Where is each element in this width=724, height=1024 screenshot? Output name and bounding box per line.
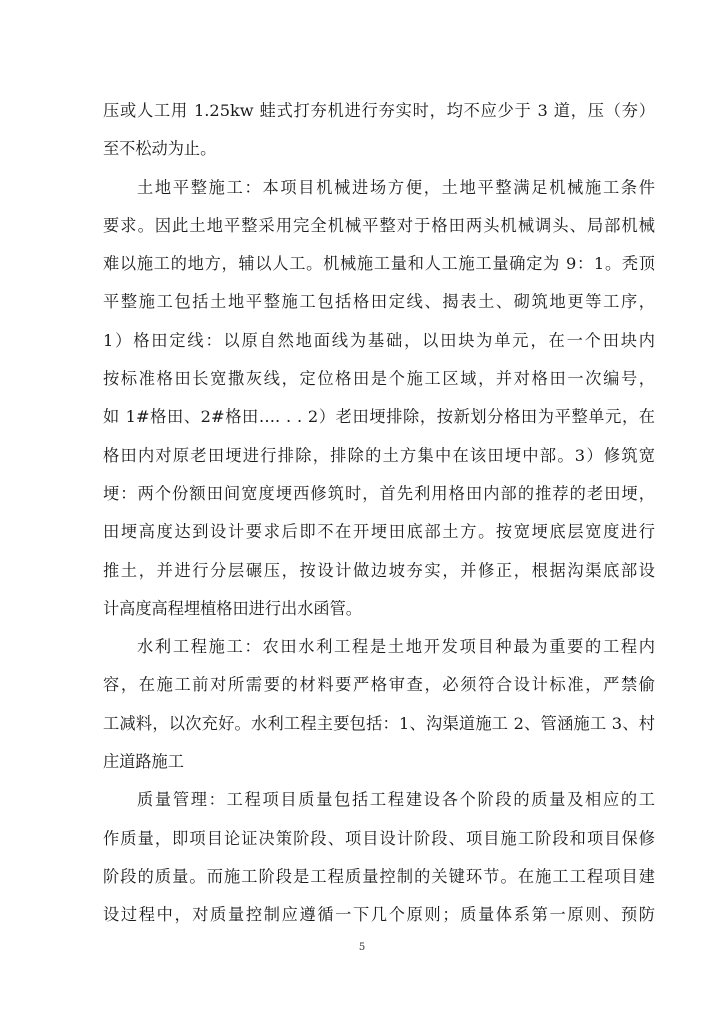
text-line: 难以施工的地方，辅以人工。机械施工量和人工施工量确定为 9：1。秃顶 — [103, 254, 655, 274]
text-line: 计高度高程埋植格田进行出水函管。 — [103, 598, 362, 618]
text-line: 水利工程施工：农田水利工程是土地开发项目种最为重要的工程内 — [137, 637, 655, 657]
text-line: 至不松动为止。 — [103, 139, 217, 159]
text-line: 容，在施工前对所需要的材料要严格审查，必须符合设计标准，严禁偷 — [103, 675, 655, 695]
text-line: 作质量，即项目论证决策阶段、项目设计阶段、项目施工阶段和项目保修 — [103, 828, 655, 848]
text-line: 工减料，以次充好。水利工程主要包括：1、沟渠道施工 2、管涵施工 3、村 — [103, 713, 655, 733]
text-line: 要求。因此土地平整采用完全机械平整对于格田两头机械调头、局部机械 — [103, 215, 655, 235]
text-line: 推土，并进行分层碾压，按设计做边坡夯实，并修正，根据沟渠底部设 — [103, 560, 655, 580]
text-line: 庄道路施工 — [103, 752, 184, 772]
text-line: 土地平整施工：本项目机械进场方便，土地平整满足机械施工条件 — [137, 177, 655, 197]
text-line: 平整施工包括土地平整施工包括格田定线、揭表土、砌筑地更等工序， — [103, 292, 655, 312]
text-line: 阶段的质量。而施工阶段是工程质量控制的关键环节。在施工工程项目建 — [103, 866, 655, 886]
text-line: 如 1#格田、2#格田…. . . 2）老田埂排除，按新划分格田为平整单元，在 — [103, 407, 655, 427]
body-text — [103, 92, 655, 935]
text-line: 埂：两个份额田间宽度埂西修筑时，首先利用格田内部的推荐的老田埂， — [103, 483, 655, 503]
text-line: 压或人工用 1.25kw 蛙式打夯机进行夯实时，均不应少于 3 道，压（夯） — [103, 101, 655, 120]
text-line: 格田内对原老田埂进行排除，排除的土方集中在该田埂中部。3）修筑宽 — [103, 445, 655, 465]
text-line: 田埂高度达到设计要求后即不在开埂田底部土方。按宽埂底层宽度进行 — [103, 522, 655, 542]
text-line: 1）格田定线：以原自然地面线为基础，以田块为单元，在一个田块内 — [103, 330, 655, 350]
page-number: 5 — [358, 942, 366, 953]
text-line: 质量管理：工程项目质量包括工程建设各个阶段的质量及相应的工 — [137, 790, 655, 810]
text-line: 设过程中，对质量控制应遵循一下几个原则；质量体系第一原则、预防 — [103, 905, 655, 925]
text-line: 按标准格田长宽撒灰线，定位格田是个施工区域，并对格田一次编号， — [103, 369, 655, 389]
